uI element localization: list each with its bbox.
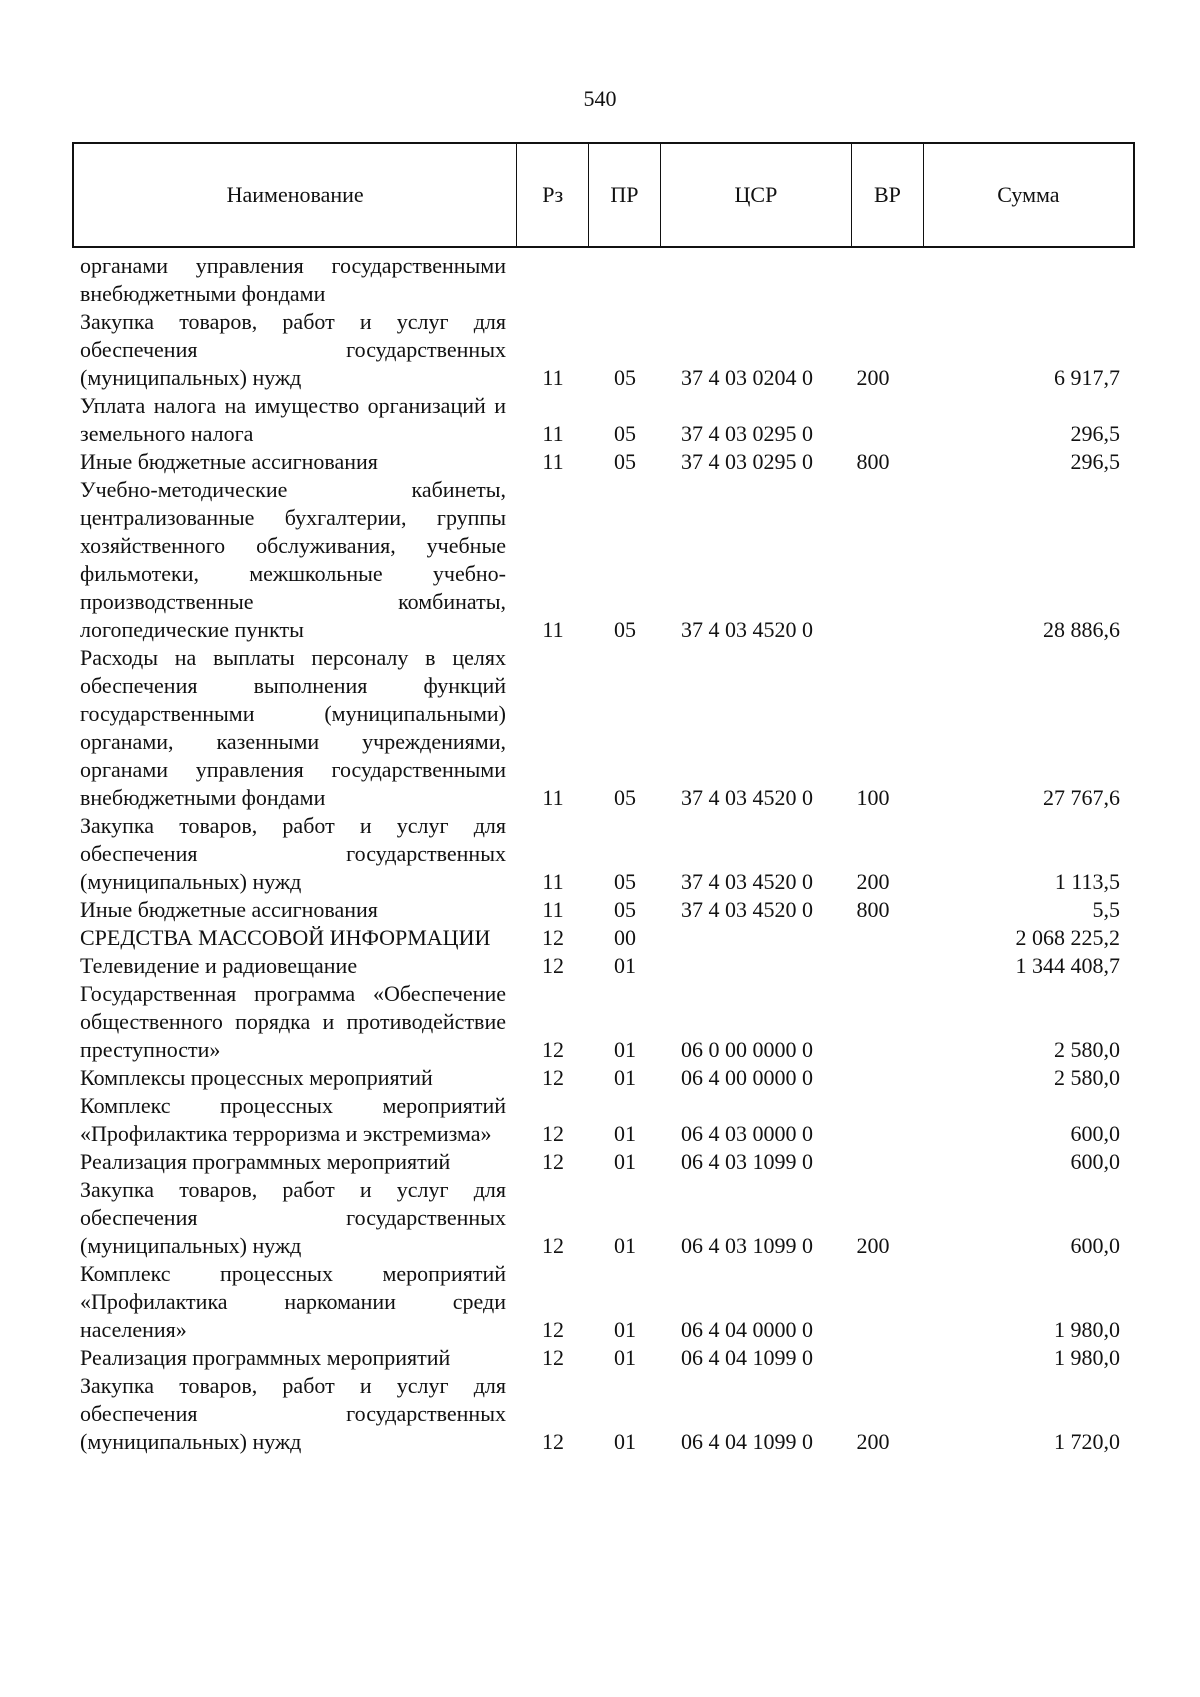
row-csr: 06 4 00 0000 0 (681, 1065, 813, 1090)
row-rz: 11 (542, 785, 564, 810)
row-sum: 1 980,0 (1054, 1345, 1120, 1370)
row-pr: 01 (614, 953, 636, 978)
row-vr: 200 (856, 1429, 890, 1454)
row-pr: 01 (614, 1429, 636, 1454)
row-sum: 296,5 (1070, 449, 1120, 474)
row-pr: 01 (614, 1233, 636, 1258)
row-pr: 00 (614, 925, 636, 950)
row-csr: 37 4 03 4520 0 (681, 869, 813, 894)
header-csr: ЦСР (661, 144, 852, 246)
row-name: Уплата налога на имущество организаций и земельного налога (80, 393, 506, 446)
row-name: органами управления государственными внебюджетными фондами (80, 253, 506, 306)
row-rz: 12 (542, 925, 564, 950)
row-sum: 296,5 (1070, 421, 1120, 446)
row-rz: 12 (542, 1121, 564, 1146)
row-rz: 12 (542, 953, 564, 978)
table-row (80, 1148, 1120, 1176)
row-vr: 800 (856, 897, 890, 922)
row-csr: 37 4 03 4520 0 (681, 897, 813, 922)
row-sum: 1 344 408,7 (1015, 953, 1120, 978)
table-row (80, 448, 1120, 476)
row-pr: 01 (614, 1121, 636, 1146)
row-pr: 05 (614, 421, 636, 446)
row-name: Иные бюджетные ассигнования (80, 897, 378, 922)
row-pr: 01 (614, 1149, 636, 1174)
row-name: Учебно-методические кабинеты, централизованные бухгалтерии, группы хозяйственного обслуживания, учебные фильмотеки, межшкольные учебно-производственные комбинаты, логопедические пункты (80, 477, 506, 642)
table-row (80, 1064, 1120, 1092)
row-pr: 01 (614, 1037, 636, 1062)
header-pr: ПР (589, 144, 661, 246)
row-name: Реализация программных мероприятий (80, 1345, 451, 1370)
table-row (80, 1176, 1120, 1260)
row-vr: 200 (856, 365, 890, 390)
row-csr: 37 4 03 0295 0 (681, 449, 813, 474)
row-sum: 28 886,6 (1043, 617, 1120, 642)
table-row (80, 1092, 1120, 1148)
row-csr: 37 4 03 4520 0 (681, 785, 813, 810)
table-row (80, 252, 1120, 308)
header-name: Наименование (74, 144, 517, 246)
row-sum: 600,0 (1070, 1149, 1120, 1174)
page-number: 540 (583, 86, 617, 111)
row-pr: 01 (614, 1317, 636, 1342)
row-name: Реализация программных мероприятий (80, 1149, 451, 1174)
row-vr: 200 (856, 1233, 890, 1258)
table-row (80, 644, 1120, 812)
table-row (80, 476, 1120, 644)
table-row (80, 812, 1120, 896)
table-row (80, 1372, 1120, 1456)
row-vr: 200 (856, 869, 890, 894)
row-rz: 11 (542, 365, 564, 390)
row-rz: 12 (542, 1317, 564, 1342)
row-rz: 12 (542, 1037, 564, 1062)
header-sum: Сумма (997, 182, 1060, 207)
table-row (80, 896, 1120, 924)
row-sum: 2 580,0 (1054, 1037, 1120, 1062)
row-rz: 12 (542, 1429, 564, 1454)
row-name: Комплексы процессных мероприятий (80, 1065, 433, 1090)
row-csr: 06 4 03 1099 0 (681, 1233, 813, 1258)
table-body (80, 252, 1120, 1456)
row-name: Комплекс процессных мероприятий «Профилактика терроризма и экстремизма» (80, 1093, 506, 1146)
row-sum: 600,0 (1070, 1233, 1120, 1258)
row-name: Комплекс процессных мероприятий «Профилактика наркомании среди населения» (80, 1261, 506, 1342)
row-vr: 100 (856, 785, 890, 810)
row-rz: 12 (542, 1149, 564, 1174)
row-pr: 05 (614, 449, 636, 474)
row-pr: 01 (614, 1065, 636, 1090)
row-rz: 11 (542, 869, 564, 894)
row-rz: 11 (542, 449, 564, 474)
row-name: Закупка товаров, работ и услуг для обеспечения государственных (муниципальных) нужд (80, 1177, 506, 1258)
table-row (80, 1344, 1120, 1372)
table-row (80, 980, 1120, 1064)
row-pr: 05 (614, 785, 636, 810)
row-rz: 12 (542, 1345, 564, 1370)
row-name: Закупка товаров, работ и услуг для обеспечения государственных (муниципальных) нужд (80, 813, 506, 894)
row-pr: 05 (614, 365, 636, 390)
row-rz: 12 (542, 1065, 564, 1090)
row-csr: 06 4 03 1099 0 (681, 1149, 813, 1174)
row-sum: 2 580,0 (1054, 1065, 1120, 1090)
row-csr: 06 4 04 1099 0 (681, 1429, 813, 1454)
row-name: Телевидение и радиовещание (80, 953, 358, 978)
row-csr: 37 4 03 0295 0 (681, 421, 813, 446)
row-name: Расходы на выплаты персоналу в целях обеспечения выполнения функций государственными (муниципальными) органами, казенными учреждениями, органами управления государственными внебюджетными фондами (80, 645, 506, 810)
row-sum: 600,0 (1070, 1121, 1120, 1146)
row-csr: 06 4 04 0000 0 (681, 1317, 813, 1342)
row-rz: 11 (542, 897, 564, 922)
row-sum: 6 917,7 (1054, 365, 1120, 390)
row-csr: 06 4 03 0000 0 (681, 1121, 813, 1146)
row-csr: 37 4 03 4520 0 (681, 617, 813, 642)
row-csr: 37 4 03 0204 0 (681, 365, 813, 390)
row-sum: 27 767,6 (1043, 785, 1120, 810)
row-name: Иные бюджетные ассигнования (80, 449, 378, 474)
row-vr: 800 (856, 449, 890, 474)
row-rz: 11 (542, 617, 564, 642)
row-rz: 11 (542, 421, 564, 446)
row-pr: 01 (614, 1345, 636, 1370)
header-vr: ВР (852, 144, 924, 246)
row-rz: 12 (542, 1233, 564, 1258)
row-name: Закупка товаров, работ и услуг для обеспечения государственных (муниципальных) нужд (80, 309, 506, 390)
row-sum: 2 068 225,2 (1015, 925, 1120, 950)
row-name: СРЕДСТВА МАССОВОЙ ИНФОРМАЦИИ (80, 925, 491, 950)
row-name: Закупка товаров, работ и услуг для обеспечения государственных (муниципальных) нужд (80, 1373, 506, 1454)
row-csr: 06 4 04 1099 0 (681, 1345, 813, 1370)
table-row (80, 308, 1120, 392)
header-rz: Рз (517, 144, 589, 246)
table-row (80, 1260, 1120, 1344)
row-pr: 05 (614, 617, 636, 642)
row-pr: 05 (614, 869, 636, 894)
row-sum: 1 980,0 (1054, 1317, 1120, 1342)
table-row (80, 924, 1120, 952)
table-row (80, 392, 1120, 448)
row-name: Государственная программа «Обеспечение общественного порядка и противодействие преступности» (80, 981, 506, 1062)
row-pr: 05 (614, 897, 636, 922)
row-sum: 1 720,0 (1054, 1429, 1120, 1454)
row-csr: 06 0 00 0000 0 (681, 1037, 813, 1062)
table-header (72, 142, 1135, 248)
row-sum: 1 113,5 (1054, 869, 1120, 894)
row-sum: 5,5 (1092, 897, 1120, 922)
table-row (80, 952, 1120, 980)
